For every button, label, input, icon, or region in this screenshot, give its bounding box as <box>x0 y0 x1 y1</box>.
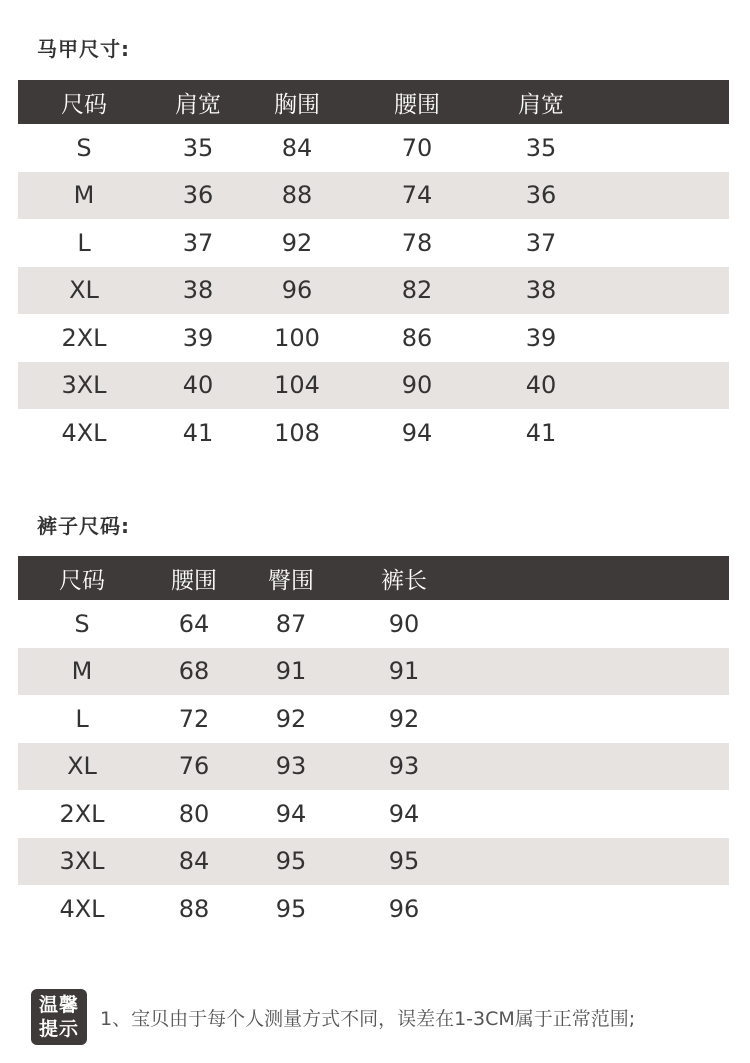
notice <box>31 989 635 1045</box>
vest-table-cell: 39 <box>525 323 557 352</box>
vest-header-cell: 肩宽 <box>518 91 564 118</box>
vest-table-cell: S <box>76 133 92 162</box>
vest-table-cell: 37 <box>525 228 557 257</box>
vest-table-cell: 39 <box>182 323 214 352</box>
vest-table-cell: 104 <box>274 371 320 400</box>
pants-header-cell: 裤长 <box>381 567 427 594</box>
vest-table-cell: 94 <box>401 418 433 447</box>
pants-table-cell: 92 <box>388 704 420 733</box>
vest-header-cell: 尺码 <box>61 91 107 118</box>
vest-table-cell: 2XL <box>61 323 107 352</box>
vest-table-row <box>18 362 729 410</box>
vest-table-cell: 40 <box>182 371 214 400</box>
vest-table-cell: 88 <box>281 181 313 210</box>
pants-table-cell: 64 <box>178 609 210 638</box>
pants-table-cell: 92 <box>275 704 307 733</box>
vest-table-row <box>18 172 729 220</box>
pants-table-cell: 91 <box>275 657 307 686</box>
pants-table-cell: 84 <box>178 847 210 876</box>
pants-table-row <box>18 838 729 886</box>
pants-table-row <box>18 648 729 696</box>
vest-table-cell: 70 <box>401 133 433 162</box>
pants-header-row <box>18 556 729 600</box>
pants-header-cell: 臀围 <box>268 567 314 594</box>
vest-table-cell: 4XL <box>61 418 107 447</box>
pants-header-cell: 尺码 <box>59 567 105 594</box>
vest-header-cell: 肩宽 <box>175 91 221 118</box>
pants-table-cell: 94 <box>388 799 420 828</box>
vest-table-cell: M <box>73 181 95 210</box>
pants-size-title: 裤子尺码: <box>37 514 130 538</box>
vest-table-cell: 36 <box>525 181 557 210</box>
pants-table-cell: 76 <box>178 752 210 781</box>
pants-table-cell: 96 <box>388 894 420 923</box>
vest-table-row <box>18 409 729 457</box>
pants-table-cell: 3XL <box>59 847 105 876</box>
vest-table-row <box>18 124 729 172</box>
vest-table-row <box>18 314 729 362</box>
pants-table-row <box>18 885 729 933</box>
pants-table-row <box>18 695 729 743</box>
vest-table-cell: 90 <box>401 371 433 400</box>
pants-table-row <box>18 790 729 838</box>
vest-table-cell: 35 <box>525 133 557 162</box>
vest-table-cell: 41 <box>182 418 214 447</box>
vest-table-cell: 84 <box>281 133 313 162</box>
pants-table-cell: 68 <box>178 657 210 686</box>
pants-header-cell: 腰围 <box>171 567 217 594</box>
vest-table-row <box>18 219 729 267</box>
pants-table-cell: 87 <box>275 609 307 638</box>
vest-table-cell: 74 <box>401 181 433 210</box>
vest-table-cell: 3XL <box>61 371 107 400</box>
vest-header-cell: 胸围 <box>274 91 320 118</box>
pants-table-row <box>18 743 729 791</box>
vest-table-cell: 41 <box>525 418 557 447</box>
pants-table-cell: XL <box>67 752 97 781</box>
vest-size-title: 马甲尺寸: <box>37 37 130 61</box>
pants-table-cell: 4XL <box>59 894 105 923</box>
vest-table-cell: L <box>77 228 91 257</box>
notice-badge <box>31 989 87 1045</box>
vest-table-cell: 92 <box>281 228 313 257</box>
notice-badge-line2: 提示 <box>38 1018 79 1040</box>
pants-table-cell: 90 <box>388 609 420 638</box>
vest-table-cell: 100 <box>274 323 320 352</box>
vest-header-row <box>18 80 729 124</box>
vest-table-cell: 82 <box>401 276 433 305</box>
pants-table-cell: 93 <box>275 752 307 781</box>
pants-size-table <box>18 556 729 933</box>
pants-table-cell: 2XL <box>59 799 105 828</box>
vest-table-cell: 108 <box>274 418 320 447</box>
pants-table-cell: 93 <box>388 752 420 781</box>
pants-table-cell: L <box>75 704 89 733</box>
pants-table-cell: 80 <box>178 799 210 828</box>
vest-table-cell: 38 <box>182 276 214 305</box>
pants-table-cell: 91 <box>388 657 420 686</box>
vest-table-cell: 37 <box>182 228 214 257</box>
vest-table-row <box>18 267 729 315</box>
pants-table-cell: 88 <box>178 894 210 923</box>
pants-table-row <box>18 600 729 648</box>
vest-header-cell: 腰围 <box>394 91 440 118</box>
vest-table-cell: 78 <box>401 228 433 257</box>
vest-size-table <box>18 80 729 457</box>
vest-table-cell: 96 <box>281 276 313 305</box>
vest-table-cell: XL <box>69 276 99 305</box>
pants-table-cell: 95 <box>275 847 307 876</box>
pants-table-cell: M <box>71 657 93 686</box>
vest-table-cell: 86 <box>401 323 433 352</box>
notice-badge-line1: 温馨 <box>38 994 79 1016</box>
pants-table-cell: 95 <box>275 894 307 923</box>
vest-table-cell: 35 <box>182 133 214 162</box>
vest-table-cell: 36 <box>182 181 214 210</box>
pants-table-cell: S <box>74 609 90 638</box>
pants-table-cell: 72 <box>178 704 210 733</box>
pants-table-cell: 94 <box>275 799 307 828</box>
vest-table-cell: 38 <box>525 276 557 305</box>
pants-table-cell: 95 <box>388 847 420 876</box>
vest-table-cell: 40 <box>525 371 557 400</box>
notice-text: 1、宝贝由于每个人测量方式不同，误差在1-3CM属于正常范围; <box>100 1008 636 1030</box>
